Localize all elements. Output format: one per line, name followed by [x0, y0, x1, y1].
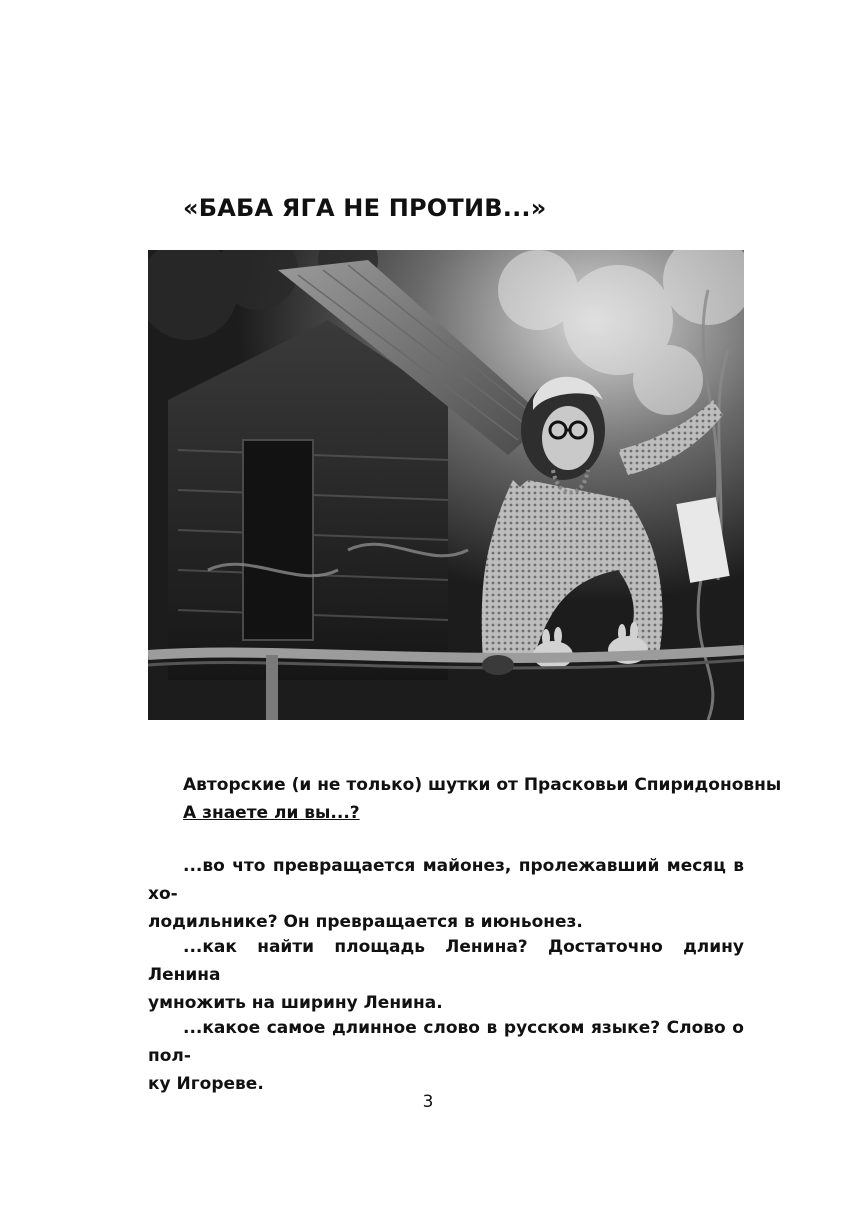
page-title: «БАБА ЯГА НЕ ПРОТИВ...» — [183, 194, 547, 222]
joke-line: ...как найти площадь Ленина? Достаточно длину Ленина — [148, 937, 744, 985]
page-number: 3 — [422, 1092, 434, 1112]
joke-paragraph — [148, 1014, 744, 1098]
joke-paragraph — [148, 852, 744, 936]
intro-line: Авторские (и не только) шутки от Прасковьи Спиридоновны — [183, 775, 782, 795]
joke-line: ...какое самое длинное слово в русском языке? Слово о пол- — [148, 1018, 744, 1066]
joke-1 — [148, 852, 744, 936]
subheading-text: А знаете ли вы...? — [183, 803, 360, 823]
joke-2 — [148, 933, 744, 1017]
joke-line: ку Игореве. — [148, 1074, 264, 1094]
subheading-line — [148, 799, 744, 827]
joke-3 — [148, 1014, 744, 1098]
joke-line: лодильнике? Он превращается в июньонез. — [148, 912, 583, 932]
joke-line: ...во что превращается майонез, пролежавший месяц в хо- — [148, 856, 744, 904]
baba-yaga-photo — [148, 250, 744, 720]
intro-block — [148, 771, 782, 827]
joke-line: умножить на ширину Ленина. — [148, 993, 443, 1013]
joke-paragraph — [148, 933, 744, 1017]
